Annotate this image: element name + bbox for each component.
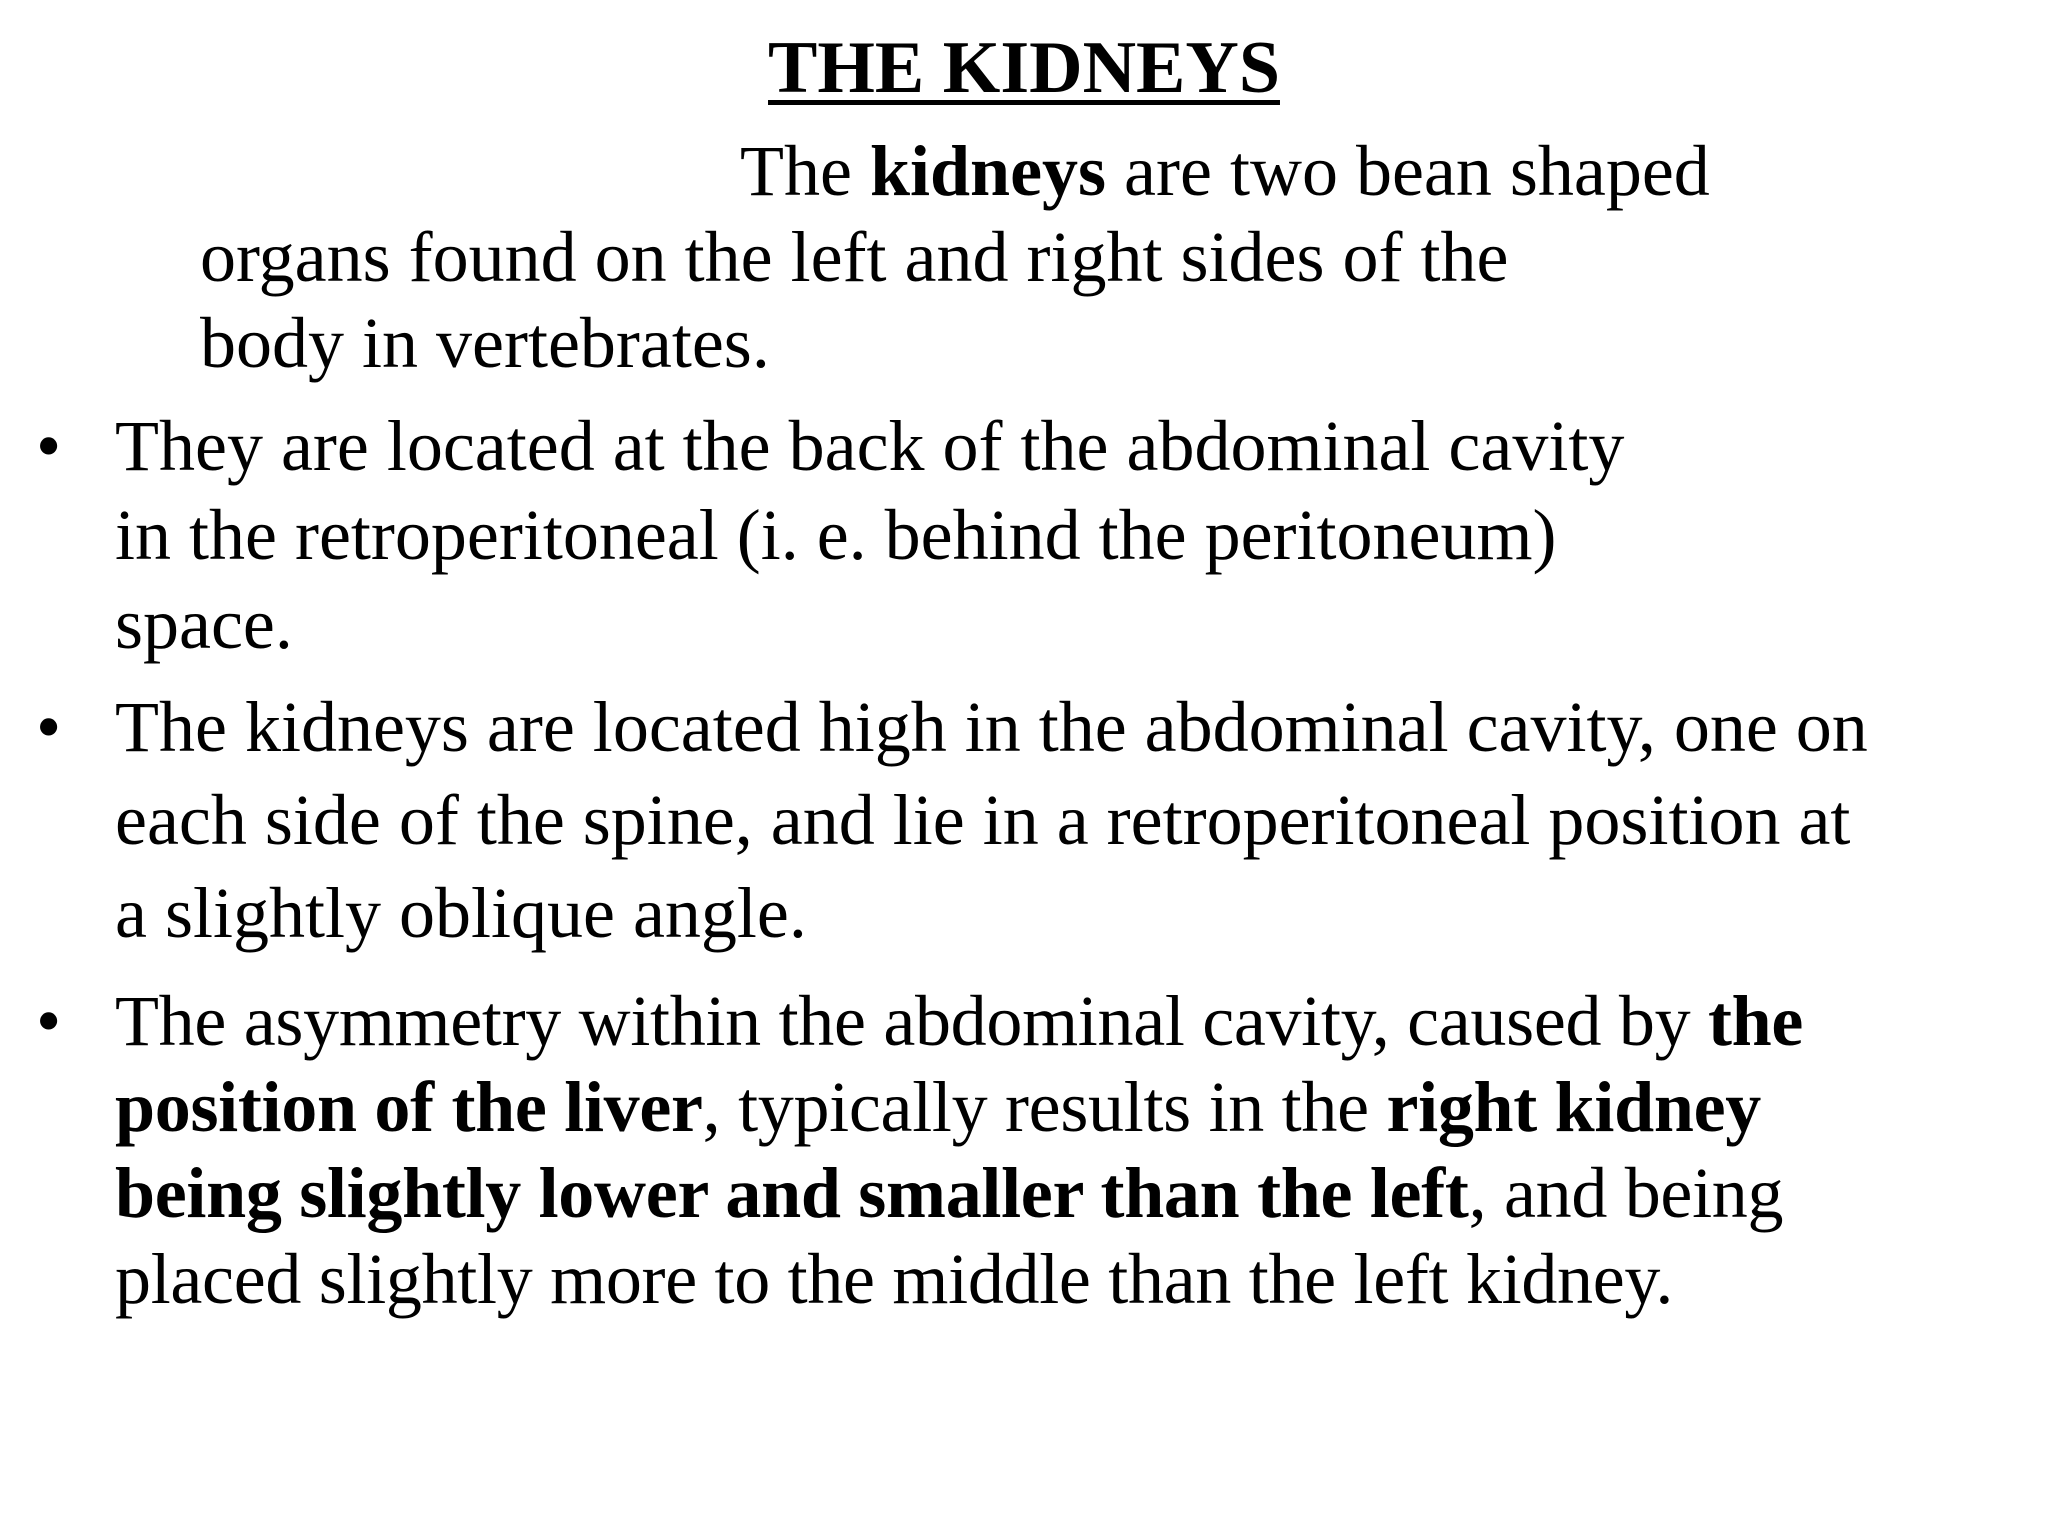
bullet-3-line-4: placed slightly more to the middle than the left kidney. [115,1239,1674,1319]
intro-line-1 [200,128,2020,214]
bullet-1-line-2: in the retroperitoneal (i. e. behind the peritoneum) [115,495,1557,575]
intro-line-3: body in vertebrates. [200,303,770,383]
slide-title: THE KIDNEYS [768,27,1280,109]
bullet-3-line-2 [115,1064,2048,1150]
bullet-1-line-3: space. [115,584,293,664]
bullet-dot-icon: • [36,406,62,486]
bullet-list [0,402,2048,1322]
bullet-3-line-1-text: The asymmetry within the abdominal cavity, caused by [115,981,1708,1061]
bullet-3-line-2-text: , typically results in the [702,1067,1387,1147]
intro-line-1-prefix: The [740,131,870,211]
bullet-2-line-2: each side of the spine, and lie in a retroperitoneal position at [115,780,1851,860]
intro-paragraph [200,128,2020,386]
intro-keyword: kidneys [869,131,1107,211]
bullet-3-line-2-bold-a: position of the liver [115,1067,703,1147]
bullet-dot-icon: • [36,981,62,1061]
bullet-item-asymmetry [0,978,2048,1322]
bullet-3-line-1 [115,978,2048,1064]
bullet-3-line-1-bold: the [1708,981,1804,1061]
intro-line-1-suffix: are two bean shaped [1106,131,1710,211]
bullet-item-position [0,681,2048,960]
bullet-3-line-3 [115,1150,2048,1236]
bullet-3-line-2-bold-b: right kidney [1386,1067,1761,1147]
bullet-dot-icon: • [36,687,62,767]
bullet-3-line-3-bold: being slightly lower and smaller than the left [115,1153,1469,1233]
bullet-2-line-1: The kidneys are located high in the abdominal cavity, one on [115,687,1868,767]
bullet-2-line-3: a slightly oblique angle. [115,873,807,953]
bullet-1-line-1: They are located at the back of the abdominal cavity [115,406,1625,486]
bullet-item-location [0,402,2048,669]
intro-line-2: organs found on the left and right sides of the [200,217,1509,297]
bullet-3-line-3-text: , and being [1468,1153,1784,1233]
